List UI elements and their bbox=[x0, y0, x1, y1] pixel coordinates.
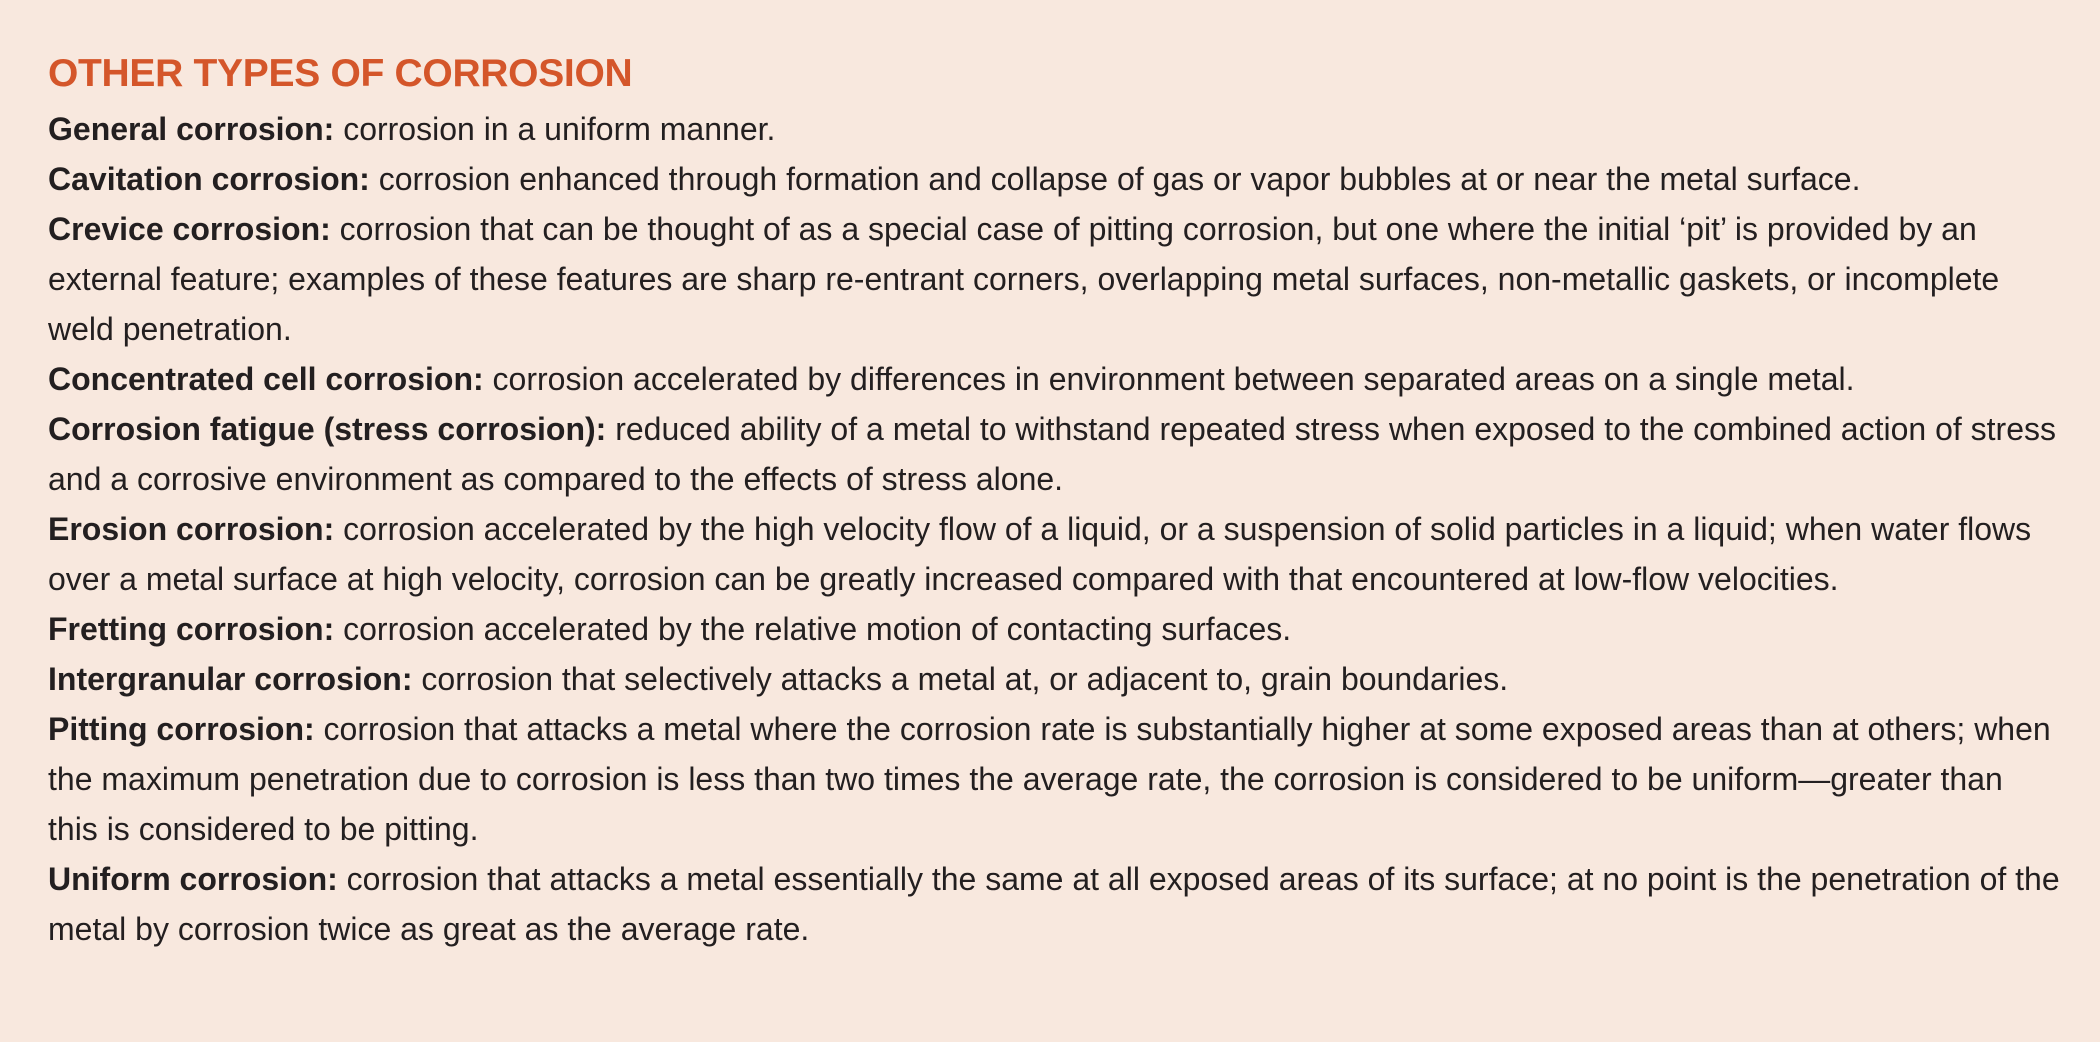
entry-cavitation-corrosion bbox=[48, 154, 2060, 204]
entry-term: Intergranular corrosion: bbox=[48, 661, 413, 697]
entry-fretting-corrosion bbox=[48, 604, 2060, 654]
entry-definition: corrosion accelerated by the high velocity flow of a liquid, or a suspension of solid particles in a liquid; when water flows over a metal surface at high velocity, corrosion can be greatly increased compared with that encountered at low-flow velocities. bbox=[48, 511, 2032, 597]
entry-term: Fretting corrosion: bbox=[48, 611, 335, 647]
entry-erosion-corrosion bbox=[48, 504, 2060, 604]
entry-concentrated-cell-corrosion bbox=[48, 354, 2060, 404]
entry-term: Cavitation corrosion: bbox=[48, 161, 370, 197]
entry-definition: reduced ability of a metal to withstand repeated stress when exposed to the combined action of stress and a corrosive environment as compared to the effects of stress alone. bbox=[48, 411, 2056, 497]
entry-definition: corrosion that can be thought of as a special case of pitting corrosion, but one where the initial ‘pit’ is provided by an external feature; examples of these features are sharp re-entrant corners, overlapping metal surfaces, non-metallic gaskets, or incomplete weld penetration. bbox=[48, 211, 2000, 347]
entry-pitting-corrosion bbox=[48, 704, 2060, 854]
entry-term: General corrosion: bbox=[48, 111, 335, 147]
entry-term: Uniform corrosion: bbox=[48, 861, 338, 897]
box-title: OTHER TYPES OF CORROSION bbox=[48, 52, 633, 95]
entry-definition: corrosion accelerated by the relative motion of contacting surfaces. bbox=[334, 611, 1292, 647]
entry-term: Concentrated cell corrosion: bbox=[48, 361, 484, 397]
entry-definition: corrosion enhanced through formation and collapse of gas or vapor bubbles at or near the metal surface. bbox=[369, 161, 1861, 197]
entry-intergranular-corrosion bbox=[48, 654, 2060, 704]
entry-definition: corrosion that selectively attacks a metal at, or adjacent to, grain boundaries. bbox=[412, 661, 1509, 697]
entry-definition: corrosion accelerated by differences in environment between separated areas on a single metal. bbox=[483, 361, 1855, 397]
entry-corrosion-fatigue bbox=[48, 404, 2060, 504]
entry-definition: corrosion that attacks a metal where the corrosion rate is substantially higher at some exposed areas than at others; when the maximum penetration due to corrosion is less than two times the average rate, the corrosion is considered to be uniform—greater than this is considered to be pitting. bbox=[48, 711, 2051, 847]
entry-term: Crevice corrosion: bbox=[48, 211, 331, 247]
entry-term: Corrosion fatigue (stress corrosion): bbox=[48, 411, 607, 447]
entry-term: Pitting corrosion: bbox=[48, 711, 315, 747]
entry-crevice-corrosion bbox=[48, 204, 2060, 354]
entry-general-corrosion bbox=[48, 104, 2060, 154]
entry-definition: corrosion in a uniform manner. bbox=[334, 111, 776, 147]
entry-definition: corrosion that attacks a metal essentially the same at all exposed areas of its surface; at no point is the penetration of the metal by corrosion twice as great as the average rate. bbox=[48, 861, 2060, 947]
entry-uniform-corrosion bbox=[48, 854, 2060, 954]
entry-term: Erosion corrosion: bbox=[48, 511, 335, 547]
